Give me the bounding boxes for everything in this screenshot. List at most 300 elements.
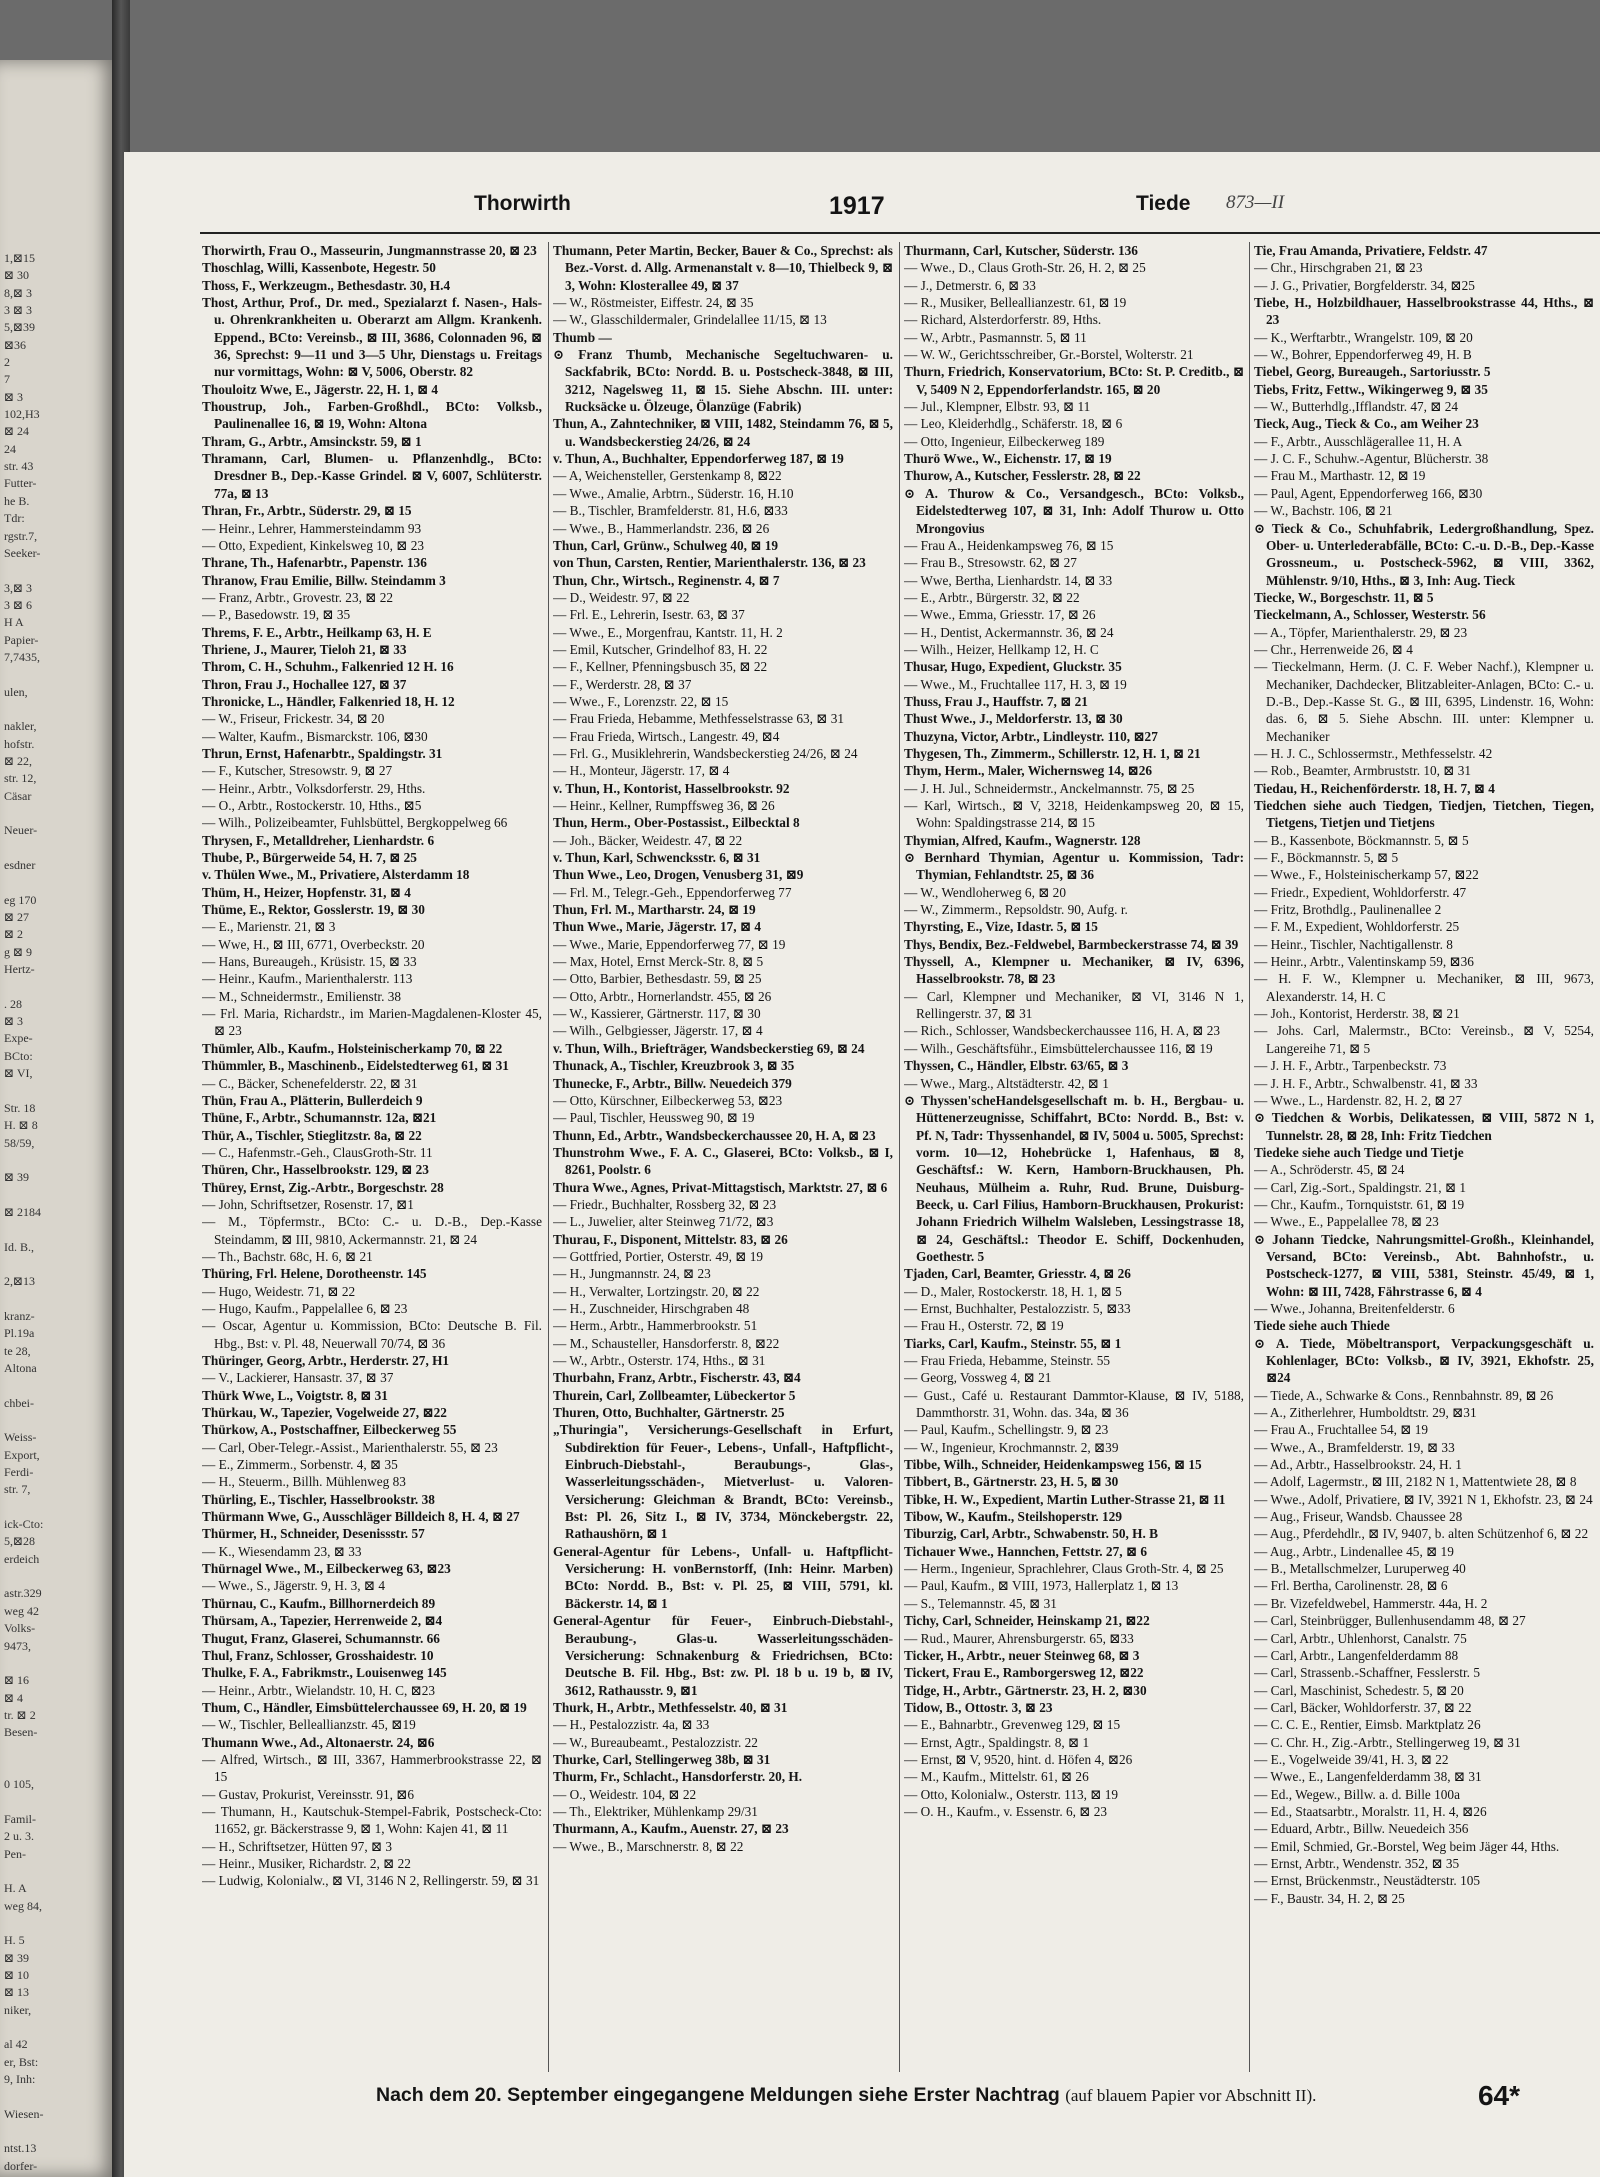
directory-entry: — Heinr., Musiker, Richardstr. 2, ⊠ 22 — [202, 1855, 411, 1871]
directory-entry: Thuss, Frau J., Hauffstr. 7, ⊠ 21 — [904, 693, 1088, 709]
previous-page-fragment: Id. B., — [4, 1239, 34, 1254]
previous-page-fragment: Besen- — [4, 1725, 38, 1740]
previous-page-fragment — [4, 666, 108, 683]
directory-entry: — Gust., Café u. Restaurant Dammtor-Klause, ⊠ IV, 5188, Dammthorstr. 31, Wohn. das. 34a, ⊠ 36 — [904, 1387, 1244, 1421]
previous-page-fragment — [4, 562, 108, 579]
previous-page-fragment: 9473, — [4, 1638, 31, 1653]
previous-page-fragment: 102,H3 — [4, 407, 40, 422]
directory-entry: — D., Weidestr. 97, ⊠ 22 — [553, 589, 690, 605]
previous-page-fragment — [4, 1915, 108, 1932]
directory-entry: — Friedr., Buchhalter, Rossberg 32, ⊠ 23 — [553, 1196, 777, 1212]
previous-page-fragment: Neuer- — [4, 823, 38, 838]
directory-entry: Thuzyna, Victor, Arbtr., Lindleystr. 110, ⊠27 — [904, 728, 1158, 744]
directory-entry: — W., Friseur, Frickestr. 34, ⊠ 20 — [202, 711, 385, 727]
previous-page-fragment — [4, 1863, 108, 1880]
previous-page-fragment: ick-Cto: — [4, 1517, 44, 1532]
directory-entry: — Wwe., L., Hardenstr. 82, H. 2, ⊠ 27 — [1254, 1092, 1463, 1108]
header-year: 1917 — [829, 192, 885, 220]
directory-entry: Thurein, Carl, Zollbeamter, Lübeckertor 5 — [553, 1387, 796, 1403]
previous-page-fragment — [4, 1152, 108, 1169]
directory-entry: — W., Wendloherweg 6, ⊠ 20 — [904, 884, 1066, 900]
directory-entry: — H., Zuschneider, Hirschgraben 48 — [553, 1300, 750, 1316]
directory-entry: — Richard, Alsterdorferstr. 89, Hths. — [904, 312, 1102, 328]
directory-entry: — Aug., Friseur, Wandsb. Chaussee 28 — [1254, 1509, 1463, 1525]
directory-entry: — H., Verwalter, Lortzingstr. 20, ⊠ 22 — [553, 1283, 760, 1299]
supplement-notice — [376, 2084, 1316, 2107]
directory-entry: — W., Arbtr., Osterstr. 174, Hths., ⊠ 31 — [553, 1353, 766, 1368]
directory-entry: — Wwe., Marg., Altstädterstr. 42, ⊠ 1 — [904, 1075, 1109, 1091]
directory-entry: von Thun, Carsten, Rentier, Marienthalerstr. 136, ⊠ 23 — [553, 555, 866, 571]
directory-entry: v. Thun, A., Buchhalter, Eppendorferweg 187, ⊠ 19 — [553, 451, 844, 467]
directory-entry: Thürsam, A., Tapezier, Herrenweide 2, ⊠4 — [202, 1613, 443, 1629]
directory-entry: — H., Schriftsetzer, Hütten 97, ⊠ 3 — [202, 1838, 393, 1854]
directory-entry: — C., Bäcker, Schenefelderstr. 22, ⊠ 31 — [202, 1075, 418, 1091]
previous-page-fragment — [4, 1187, 108, 1204]
directory-entry: — Heinr., Tischler, Nachtigallenstr. 8 — [1254, 936, 1453, 952]
directory-entry: — Wwe., Johanna, Breitenfelderstr. 6 — [1254, 1300, 1455, 1316]
previous-page-fragment: . 28 — [4, 996, 22, 1011]
directory-entry: — E., Arbtr., Bürgerstr. 32, ⊠ 22 — [904, 589, 1080, 605]
previous-page-fragment: chbei- — [4, 1395, 34, 1410]
previous-page-fragment — [4, 1221, 108, 1238]
directory-entry: — Ludwig, Kolonialw., ⊠ VI, 3146 N 2, Rellingerstr. 59, ⊠ 31 — [202, 1873, 540, 1889]
directory-entry: — Carl, Steinbrügger, Bullenhusendamm 48, ⊠ 27 — [1254, 1613, 1526, 1629]
directory-entry: — E., Bahnarbtr., Grevenweg 129, ⊠ 15 — [904, 1717, 1121, 1733]
directory-entry: — Herm., Ingenieur, Sprachlehrer, Claus Groth-Str. 4, ⊠ 25 — [904, 1561, 1224, 1577]
directory-entry: — W., Arbtr., Pasmannstr. 5, ⊠ 11 — [904, 329, 1087, 345]
directory-entry: — E., Vogelweide 39/41, H. 3, ⊠ 22 — [1254, 1751, 1449, 1767]
directory-entry: Thusar, Hugo, Expedient, Gluckstr. 35 — [904, 659, 1122, 675]
directory-entry: Tibke, H. W., Expedient, Martin Luther-Strasse 21, ⊠ 11 — [904, 1491, 1226, 1507]
column-divider — [899, 242, 900, 2072]
directory-entry: — E., Marienstr. 21, ⊠ 3 — [202, 919, 336, 935]
directory-entry: — Leo, Kleiderhdlg., Schäferstr. 18, ⊠ 6 — [904, 416, 1123, 432]
directory-entry: — Chr., Herrenweide 26, ⊠ 4 — [1254, 641, 1413, 657]
directory-entry: — Ad., Arbtr., Hasselbrookstr. 24, H. 1 — [1254, 1457, 1462, 1473]
directory-entry: ⊙ Tiedchen & Worbis, Delikatessen, ⊠ VIII, 5872 N 1, Tunnelstr. 28, ⊠ 28, Inh: Fritz Tiedchen — [1254, 1110, 1594, 1143]
directory-entry: Thüm, H., Heizer, Hopfenstr. 31, ⊠ 4 — [202, 884, 411, 900]
page-footer — [202, 2080, 1520, 2120]
directory-entry: Thost, Arthur, Prof., Dr. med., Spezialarzt f. Nasen-, Hals- u. Ohrenkrankheiten u. Oberarzt am Allgm. Krankenh. Eppend., BCto: Vereinsb., ⊠ III, 3686, Colonnaden 96, ⊠ 36, Sprechst: 9—11 und 3—5 Uhr, Dienstags u. Freitags nur vormittags, Wohn: ⊠ V, 5006, Oberstr. 82 — [202, 295, 542, 380]
directory-entry: — W., Bachstr. 106, ⊠ 21 — [1254, 503, 1393, 519]
directory-entry: Thumb — — [553, 329, 612, 345]
directory-entry: v. Thun, H., Kontorist, Hasselbrookstr. 92 — [553, 780, 790, 796]
previous-page-fragment: 58/59, — [4, 1135, 35, 1150]
directory-entry: Thron, Frau J., Hochallee 127, ⊠ 37 — [202, 676, 407, 692]
directory-entry: — J. H. F., Arbtr., Tarpenbeckstr. 73 — [1254, 1058, 1447, 1074]
previous-page-fragment: Futter- — [4, 476, 37, 491]
directory-entry: — A., Töpfer, Marienthalerstr. 29, ⊠ 23 — [1254, 624, 1468, 640]
column-divider — [1249, 242, 1250, 2072]
previous-page-fragment: ⊠ 2184 — [4, 1204, 42, 1219]
directory-entry: — Fritz, Brothdlg., Paulinenallee 2 — [1254, 902, 1442, 918]
directory-entry: Thouloitz Wwe, E., Jägerstr. 22, H. 1, ⊠ 4 — [202, 381, 439, 397]
previous-page-fragment: eg 170 — [4, 892, 37, 907]
directory-entry: Thümler, Alb., Kaufm., Holsteinischerkamp 70, ⊠ 22 — [202, 1040, 503, 1056]
previous-page-fragment: str. 7, — [4, 1482, 31, 1497]
previous-page-fragment: Tdr: — [4, 511, 25, 526]
directory-entry: — Wilh., Heizer, Hellkamp 12, H. C — [904, 641, 1099, 657]
directory-entry: Thuren, Otto, Buchhalter, Gärtnerstr. 25 — [553, 1405, 785, 1421]
directory-entry: Thube, P., Bürgerweide 54, H. 7, ⊠ 25 — [202, 850, 417, 866]
directory-entry: Thunack, A., Tischler, Kreuzbrook 3, ⊠ 35 — [553, 1058, 795, 1074]
directory-entry: Thyrsting, E., Vize, Idastr. 5, ⊠ 15 — [904, 919, 1098, 935]
directory-entry: Tiecke, W., Borgeschstr. 11, ⊠ 5 — [1254, 589, 1434, 605]
directory-entry: — Paul, Kaufm., ⊠ VIII, 1973, Hallerplatz 1, ⊠ 13 — [904, 1578, 1179, 1594]
directory-entry: Tichy, Carl, Schneider, Heinskamp 21, ⊠22 — [904, 1613, 1150, 1629]
directory-entry: Thün, Frau A., Plätterin, Bullerdeich 9 — [202, 1092, 423, 1108]
previous-page-fragment — [4, 1499, 108, 1516]
sheet-signature: 64* — [1477, 2080, 1520, 2111]
previous-page-fragment: 3 ⊠ 3 — [4, 303, 33, 318]
directory-entry: — Friedr., Expedient, Wohldorferstr. 47 — [1254, 884, 1467, 900]
directory-entry: — B., Metallschmelzer, Luruperweg 40 — [1254, 1561, 1466, 1577]
directory-entry: ⊙ A. Tiede, Möbeltransport, Verpackungsgeschäft u. Kohlenlager, BCto: Volksb., ⊠ IV, 3921, Ekhofstr. 25, ⊠24 — [1254, 1335, 1594, 1386]
directory-entry: Thunecke, F., Arbtr., Billw. Neuedeich 379 — [553, 1075, 792, 1091]
directory-entry: Thran, Fr., Arbtr., Süderstr. 29, ⊠ 15 — [202, 503, 412, 519]
directory-entry: — Carl, Zig.-Sort., Spaldingstr. 21, ⊠ 1 — [1254, 1179, 1467, 1195]
previous-page-fragment: str. 12, — [4, 771, 37, 786]
directory-entry: — Frl. Maria, Richardstr., im Marien-Magdalenen-Kloster 45, ⊠ 23 — [202, 1006, 542, 1039]
directory-entry: Thugut, Franz, Glaserei, Schumannstr. 66 — [202, 1630, 440, 1646]
directory-entry: — Carl, Arbtr., Uhlenhorst, Canalstr. 75 — [1254, 1630, 1467, 1646]
directory-entry: — A., Schröderstr. 45, ⊠ 24 — [1254, 1162, 1405, 1178]
previous-page-fragment: he B. — [4, 493, 30, 508]
previous-page-fragment: ⊠ 10 — [4, 1968, 30, 1983]
directory-entry: Tibbe, Wilh., Schneider, Heidenkampsweg 156, ⊠ 15 — [904, 1457, 1202, 1473]
previous-page-fragment: 24 — [4, 441, 16, 456]
directory-entry: — W., Kassierer, Gärtnerstr. 117, ⊠ 30 — [553, 1006, 761, 1022]
directory-entry: Thun, Herm., Ober-Postassist., Eilbecktal 8 — [553, 815, 800, 831]
directory-entry: — Th., Bachstr. 68c, H. 6, ⊠ 21 — [202, 1248, 373, 1264]
previous-page-fragment: Export, — [4, 1447, 40, 1462]
directory-entry: Thurn, Friedrich, Konservatorium, BCto: St. P. Creditb., ⊠ V, 5409 N 2, Eppendorferlandstr. 165, ⊠ 20 — [904, 364, 1244, 397]
directory-entry: — Alfred, Wirtsch., ⊠ III, 3367, Hammerbrookstrasse 22, ⊠ 15 — [202, 1751, 542, 1785]
directory-entry: — Paul, Agent, Eppendorferweg 166, ⊠30 — [1254, 485, 1483, 501]
directory-entry: — J. G., Privatier, Borgfelderstr. 34, ⊠25 — [1254, 277, 1475, 293]
directory-entry: — Oscar, Agentur u. Kommission, BCto: Deutsche B. Fil. Hbg., Bst: v. Pl. 48, Neuerwall 70/74, ⊠ 36 — [202, 1318, 542, 1351]
directory-entry: — Carl, Maschinist, Schedestr. 5, ⊠ 20 — [1254, 1682, 1464, 1698]
previous-page-fragment: erdeich — [4, 1551, 40, 1566]
previous-page-fragment: 0 105, — [4, 1777, 34, 1792]
previous-page-fragment: 3,⊠ 3 — [4, 580, 33, 595]
previous-page-fragment: str. 43 — [4, 459, 34, 474]
previous-page-fragment — [4, 1377, 108, 1394]
previous-page-fragment: Str. 18 — [4, 1100, 36, 1115]
directory-entry: Tieckelmann, A., Schlosser, Westerstr. 56 — [1254, 607, 1486, 623]
directory-entry: Thürnagel Wwe., M., Eilbeckerweg 63, ⊠23 — [202, 1561, 451, 1577]
directory-entry: Thürkow, A., Postschaffner, Eilbeckerweg 55 — [202, 1422, 457, 1438]
directory-entry: Thrun, Ernst, Hafenarbtr., Spaldingstr. 31 — [202, 745, 443, 761]
previous-page-fragment: ⊠ 13 — [4, 1985, 30, 2000]
directory-column-1 — [202, 242, 542, 2072]
previous-page-fragment: Hertz- — [4, 962, 35, 977]
directory-entry: Thüren, Chr., Hasselbrookstr. 129, ⊠ 23 — [202, 1162, 429, 1178]
directory-entry: — J. C. F., Schuhw.-Agentur, Blücherstr. 38 — [1254, 451, 1489, 467]
directory-entry: — Paul, Tischler, Heussweg 90, ⊠ 19 — [553, 1110, 755, 1126]
directory-entry: — Otto, Kolonialw., Osterstr. 113, ⊠ 19 — [904, 1786, 1119, 1802]
directory-entry: Tie, Frau Amanda, Privatiere, Feldstr. 47 — [1254, 243, 1488, 258]
directory-entry: — Br. Vizefeldwebel, Hammerstr. 44a, H. 2 — [1254, 1595, 1488, 1611]
directory-entry: — Joh., Bäcker, Weidestr. 47, ⊠ 22 — [553, 832, 743, 848]
previous-page-fragment: Ferdi- — [4, 1465, 34, 1480]
previous-page-fragment: g ⊠ 9 — [4, 944, 33, 959]
directory-entry: — Karl, Wirtsch., ⊠ V, 3218, Heidenkampsweg 20, ⊠ 15, Wohn: Spaldingstrasse 214, ⊠ 15 — [904, 798, 1244, 831]
previous-page-fragment: H A — [4, 615, 24, 630]
previous-page-fragment — [4, 1655, 108, 1672]
directory-entry: — Georg, Vossweg 4, ⊠ 21 — [904, 1370, 1052, 1386]
directory-entry: — H., Steuerm., Billh. Mühlenweg 83 — [202, 1474, 406, 1490]
previous-page-fragment: ⊠36 — [4, 337, 27, 352]
directory-entry: — K., Wiesendamm 23, ⊠ 33 — [202, 1543, 362, 1559]
directory-entry: — J. H. Jul., Schneidermstr., Anckelmannstr. 75, ⊠ 25 — [904, 780, 1195, 796]
supplement-notice-text: Nach dem 20. September eingegangene Meldungen siehe Erster Nachtrag — [376, 2084, 1060, 2106]
directory-entry: Thun, Frl. M., Martharstr. 24, ⊠ 19 — [553, 902, 756, 918]
directory-entry: — Otto, Barbier, Bethesdastr. 59, ⊠ 25 — [553, 971, 762, 987]
directory-entry: — E., Zimmerm., Sorbenstr. 4, ⊠ 35 — [202, 1457, 398, 1473]
previous-page-fragment: niker, — [4, 2002, 32, 2017]
directory-entry: — W., Röstmeister, Eiffestr. 24, ⊠ 35 — [553, 295, 754, 311]
previous-page-fragment — [4, 1083, 108, 1100]
directory-entry: Thurow, A., Kutscher, Fesslerstr. 28, ⊠ 22 — [904, 468, 1141, 484]
previous-page-fragment: Seeker- — [4, 545, 41, 560]
directory-entry: — Frau M., Marthastr. 12, ⊠ 19 — [1254, 468, 1426, 484]
previous-page-fragment: 7,7435, — [4, 649, 40, 664]
directory-entry: — Carl, Arbtr., Langenfelderdamm 88 — [1254, 1647, 1459, 1663]
directory-entry: Tjaden, Carl, Beamter, Griesstr. 4, ⊠ 26 — [904, 1266, 1131, 1282]
directory-entry: Tibbert, B., Gärtnerstr. 23, H. 5, ⊠ 30 — [904, 1474, 1119, 1490]
supplement-notice-suffix: (auf blauem Papier vor Abschnitt II). — [1065, 2086, 1317, 2105]
directory-entry: General-Agentur für Feuer-, Einbruch-Diebstahl-, Beraubung-, Glas-u. Wasserleitungsschäden-Versicherung: Schnakenburg & Friedrichsen, BCto: Deutsche B. Fil. Hbg., Bst: zw. Pl. 18 b u. 19 b, ⊠ IV, 3612, Rathausstr. 9, ⊠1 — [553, 1613, 893, 1698]
directory-entry: — Wwe., M., Fruchtallee 117, H. 3, ⊠ 19 — [904, 676, 1127, 692]
directory-entry: — Ed., Wegew., Billw. a. d. Bille 100a — [1254, 1786, 1460, 1802]
previous-page-fragment — [4, 1759, 108, 1776]
directory-entry: Thurm, Fr., Schlacht., Hansdorferstr. 20, H. — [553, 1769, 803, 1785]
directory-entry: Thust Wwe., J., Meldorferstr. 13, ⊠ 30 — [904, 711, 1123, 727]
previous-page-fragment: rgstr.7, — [4, 528, 38, 543]
previous-page-fragment — [4, 1568, 108, 1585]
directory-entry: — O., Arbtr., Rostockerstr. 10, Hths., ⊠5 — [202, 798, 422, 813]
directory-entry: Tiede siehe auch Thiede — [1254, 1318, 1390, 1334]
directory-entry: — Th., Elektriker, Mühlenkamp 29/31 — [553, 1803, 758, 1819]
directory-entry: — Wwe., Emma, Griesstr. 17, ⊠ 26 — [904, 607, 1096, 623]
previous-page-fragment: 2,⊠13 — [4, 1274, 36, 1289]
directory-entry: — Wwe., E., Morgenfrau, Kantstr. 11, H. 2 — [553, 624, 783, 640]
directory-entry: — Wwe., F., Holsteinischerkamp 57, ⊠22 — [1254, 867, 1479, 883]
directory-entry: — Adolf, Lagermstr., ⊠ III, 2182 N 1, Mattentwiete 28, ⊠ 8 — [1254, 1474, 1577, 1490]
directory-page — [124, 152, 1600, 2177]
directory-entry: Thun, Carl, Grünw., Schulweg 40, ⊠ 19 — [553, 537, 779, 553]
directory-entry: — Paul, Kaufm., Schellingstr. 9, ⊠ 23 — [904, 1422, 1109, 1438]
directory-entry: v. Thülen Wwe., M., Privatiere, Alsterdamm 18 — [202, 867, 470, 883]
directory-entry: — W., Glasschildermaler, Grindelallee 11/15, ⊠ 13 — [553, 312, 827, 328]
directory-entry: — Heinr., Arbtr., Wielandstr. 10, H. C, ⊠23 — [202, 1682, 436, 1698]
previous-page-fragment — [4, 1256, 108, 1273]
previous-page-fragment: ⊠ 24 — [4, 424, 30, 439]
directory-entry: — Frl. E., Lehrerin, Isestr. 63, ⊠ 37 — [553, 607, 745, 623]
directory-entry: — A., Zitherlehrer, Humboldtstr. 29, ⊠31 — [1254, 1405, 1477, 1421]
directory-entry: — Emil, Schmied, Gr.-Borstel, Weg beim Jäger 44, Hths. — [1254, 1838, 1560, 1854]
directory-entry: Thrysen, F., Metalldreher, Lienhardstr. 6 — [202, 832, 435, 848]
directory-entry: — C., Hafenmstr.-Geh., ClausGroth-Str. 11 — [202, 1144, 433, 1160]
previous-page-fragment: hofstr. — [4, 736, 35, 751]
directory-entry: Thoustrup, Joh., Farben-Großhdl., BCto: Volksb., Paulinenallee 16, ⊠ 19, Wohn: Altona — [202, 399, 542, 432]
directory-entry: — Max, Hotel, Ernst Merck-Str. 8, ⊠ 5 — [553, 954, 764, 970]
previous-page-fragment: BCto: — [4, 1048, 33, 1063]
directory-entry: Tichauer Wwe., Hannchen, Fettstr. 27, ⊠ 6 — [904, 1543, 1147, 1559]
previous-page-fragment: 5,⊠39 — [4, 320, 36, 335]
directory-entry: Throm, C. H., Schuhm., Falkenried 12 H. 16 — [202, 659, 454, 675]
previous-page-fragment: 3 ⊠ 6 — [4, 597, 33, 612]
directory-entry: — J., Detmerstr. 6, ⊠ 33 — [904, 277, 1036, 293]
directory-entry: — F., Arbtr., Ausschlägerallee 11, H. A — [1254, 433, 1463, 449]
directory-entry: — W., Bohrer, Eppendorferweg 49, H. B — [1254, 347, 1472, 363]
directory-entry: — Wwe, H., ⊠ III, 6771, Overbeckstr. 20 — [202, 936, 425, 952]
directory-entry: — Carl, Bäcker, Wohldorferstr. 37, ⊠ 22 — [1254, 1699, 1472, 1715]
directory-entry: Tidow, B., Ottostr. 3, ⊠ 23 — [904, 1699, 1053, 1715]
directory-entry: — Thumann, H., Kautschuk-Stempel-Fabrik, Postscheck-Cto: 11652, gr. Bäckerstrasse 9, ⊠ 1, Wohn: Kajen 41, ⊠ 11 — [202, 1803, 542, 1837]
previous-page-fragment: 1,⊠15 — [4, 251, 36, 265]
directory-entry: Thyssell, A., Klempner u. Mechaniker, ⊠ IV, 6396, Hasselbrookstr. 78, ⊠ 23 — [904, 954, 1244, 987]
directory-entry: — Wwe, Bertha, Lienhardstr. 14, ⊠ 33 — [904, 572, 1113, 588]
directory-entry: — Hugo, Kaufm., Pappelallee 6, ⊠ 23 — [202, 1300, 408, 1316]
directory-entry: Thym, Herm., Maler, Wichernsweg 14, ⊠26 — [904, 763, 1152, 779]
directory-entry: Tiedau, H., Reichenförderstr. 18, H. 7, ⊠ 4 — [1254, 780, 1495, 796]
directory-entry: Thun, Chr., Wirtsch., Reginenstr. 4, ⊠ 7 — [553, 572, 780, 588]
directory-entry: — Frau Frieda, Hebamme, Methfesselstrasse 63, ⊠ 31 — [553, 711, 845, 727]
directory-column-4 — [1254, 242, 1594, 2072]
directory-entry: — Wwe., A., Bramfelderstr. 19, ⊠ 33 — [1254, 1439, 1455, 1455]
directory-entry: Tieck, Aug., Tieck & Co., am Weiher 23 — [1254, 416, 1479, 432]
directory-columns — [202, 242, 1600, 2082]
directory-entry: — P., Basedowstr. 19, ⊠ 35 — [202, 607, 351, 623]
directory-entry: — Chr., Kaufm., Tornquiststr. 61, ⊠ 19 — [1254, 1196, 1465, 1212]
directory-entry: Thulke, F. A., Fabrikmstr., Louisenweg 145 — [202, 1665, 447, 1681]
directory-entry: — W., Zimmerm., Repsoldstr. 90, Aufg. r. — [904, 902, 1128, 918]
directory-entry: — Tieckelmann, Herm. (J. C. F. Weber Nachf.), Klempner u. Mechaniker, Dachdecker, Blitzableiter-Anlagen, BCto: C.- u. D.-B., Dep.-Kasse St. G., ⊠ III, 6395, Lindenstr. 16, Wohn: das. 6, ⊠ 5. Siehe Abschn. III. unter: Klempner u. Mechaniker — [1254, 659, 1594, 744]
directory-entry: General-Agentur für Lebens-, Unfall- u. Haftpflicht-Versicherung: H. vonBernstorff, (Inh: Heinr. Marben) BCto: Nordd. B., Bst: v. Pl. 25, ⊠ VIII, 5791, kl. Bäckerstr. 14, ⊠ 1 — [553, 1543, 893, 1611]
directory-entry: Thumann Wwe., Ad., Altonaerstr. 24, ⊠6 — [202, 1734, 435, 1750]
directory-entry: — Wwe., Amalie, Arbtrn., Süderstr. 16, H.10 — [553, 485, 794, 501]
directory-entry: — Frau H., Osterstr. 72, ⊠ 19 — [904, 1318, 1064, 1334]
previous-page-fragment: Pl.19a — [4, 1326, 35, 1341]
previous-page-fragment: al 42 — [4, 2037, 28, 2052]
directory-entry: — Frau A., Fruchtallee 54, ⊠ 19 — [1254, 1422, 1429, 1438]
directory-entry: — W., Bureaubeamt., Pestalozzistr. 22 — [553, 1734, 758, 1750]
previous-page-fragment: ⊠ 39 — [4, 1170, 30, 1185]
directory-entry: Thürmann Wwe, G., Ausschläger Billdeich 8, H. 4, ⊠ 27 — [202, 1509, 520, 1525]
directory-entry: Thram, G., Arbtr., Amsinckstr. 59, ⊠ 1 — [202, 433, 422, 449]
previous-page-fragment: ⊠ 16 — [4, 1673, 30, 1688]
directory-entry: — Rich., Schlosser, Wandsbeckerchaussee 116, H. A, ⊠ 23 — [904, 1023, 1221, 1039]
directory-entry: — Frau A., Heidenkampsweg 76, ⊠ 15 — [904, 537, 1114, 553]
previous-page-fragment — [4, 2088, 108, 2105]
directory-entry: — F., Böckmannstr. 5, ⊠ 5 — [1254, 850, 1399, 866]
previous-page-fragment: Altona — [4, 1361, 37, 1375]
previous-page-fragment: ⊠ 27 — [4, 910, 30, 925]
previous-page-fragment — [4, 840, 108, 857]
previous-page-fragment: er, Bst: — [4, 2054, 39, 2069]
directory-entry: Tibow, W., Kaufm., Steilshoperstr. 129 — [904, 1509, 1122, 1525]
directory-entry: Thürling, E., Tischler, Hasselbrookstr. 38 — [202, 1491, 435, 1507]
directory-entry: Thüne, F., Arbtr., Schumannstr. 12a, ⊠21 — [202, 1110, 437, 1126]
directory-entry: — Hans, Bureaugeh., Krüsistr. 15, ⊠ 33 — [202, 954, 417, 970]
directory-entry: — Heinr., Kaufm., Marienthalerstr. 113 — [202, 971, 413, 987]
directory-entry: — O., Weidestr. 104, ⊠ 22 — [553, 1786, 697, 1802]
directory-entry: ⊙ Franz Thumb, Mechanische Segeltuchwaren- u. Sackfabrik, BCto: Nordd. B. u. Postscheck-3848, ⊠ III, 3212, Nagelsweg 11, ⊠ 15. Siehe Abschn. III. unter: Rucksäcke u. Ölzeuge, Ölanzüge (Fabrik) — [553, 347, 893, 415]
previous-page-fragment: te 28, — [4, 1343, 31, 1358]
directory-entry: — Wwe., B., Hammerlandstr. 236, ⊠ 26 — [553, 520, 770, 536]
directory-entry: Thurbahn, Franz, Arbtr., Fischerstr. 43, ⊠4 — [553, 1370, 801, 1386]
directory-entry: — M., Töpfermstr., BCto: C.- u. D.-B., Dep.-Kasse Steindamm, ⊠ III, 9810, Ackermannstr. 21, ⊠ 24 — [202, 1214, 542, 1247]
directory-entry: Thurke, Carl, Stellingerweg 38b, ⊠ 31 — [553, 1751, 771, 1767]
previous-page-fragment: nakler, — [4, 719, 37, 734]
previous-page-edge — [0, 60, 118, 2177]
header-last-entry: Tiede — [1136, 192, 1191, 215]
directory-entry: Thronicke, L., Händler, Falkenried 18, H. 12 — [202, 693, 455, 709]
directory-entry: — Frau Frieda, Wirtsch., Langestr. 49, ⊠4 — [553, 728, 780, 744]
directory-entry: — Rob., Beamter, Armbruststr. 10, ⊠ 31 — [1254, 763, 1472, 779]
previous-page-fragment: 7 — [4, 372, 10, 387]
directory-entry: — Ernst, Buchhalter, Pestalozzistr. 5, ⊠33 — [904, 1300, 1131, 1316]
directory-entry: — R., Musiker, Belleallianzestr. 61, ⊠ 19 — [904, 295, 1127, 311]
directory-entry: — F., Kellner, Pfenningsbusch 35, ⊠ 22 — [553, 659, 768, 675]
previous-page-fragment: 2 u. 3. — [4, 1829, 34, 1844]
directory-entry: — Frl. M., Telegr.-Geh., Eppendorferweg 77 — [553, 884, 792, 900]
previous-page-fragment: 9, Inh: — [4, 2072, 36, 2087]
directory-entry: — Gustav, Prokurist, Vereinsstr. 91, ⊠6 — [202, 1786, 415, 1802]
directory-entry: Thun, A., Zahntechniker, ⊠ VIII, 1482, Steindamm 76, ⊠ 5, u. Wandsbeckerstieg 24/26, ⊠ 24 — [553, 416, 893, 449]
directory-entry: Thür, A., Tischler, Stieglitzstr. 8a, ⊠ 22 — [202, 1127, 422, 1143]
directory-entry: — Frau B., Stresowstr. 62, ⊠ 27 — [904, 555, 1077, 571]
directory-entry: — A, Weichensteller, Gerstenkamp 8, ⊠22 — [553, 468, 782, 484]
previous-page-fragment — [4, 874, 108, 891]
directory-entry: — Wwe., E., Pappelallee 78, ⊠ 23 — [1254, 1214, 1439, 1230]
previous-page-fragment: Weiss- — [4, 1430, 37, 1445]
directory-entry: Thürnau, C., Kaufm., Billhornerdeich 89 — [202, 1595, 436, 1611]
directory-entry: — H., Pestalozzistr. 4a, ⊠ 33 — [553, 1717, 710, 1733]
previous-page-fragment: tr. ⊠ 2 — [4, 1707, 36, 1722]
directory-entry: — Hugo, Weidestr. 71, ⊠ 22 — [202, 1283, 356, 1299]
directory-entry: — Ernst, Arbtr., Wendenstr. 352, ⊠ 35 — [1254, 1855, 1460, 1871]
directory-entry: — D., Maler, Rostockerstr. 18, H. 1, ⊠ 5 — [904, 1283, 1122, 1299]
directory-entry: — Heinr., Arbtr., Valentinskamp 59, ⊠36 — [1254, 954, 1474, 970]
previous-page-fragment: kranz- — [4, 1308, 35, 1323]
previous-page-fragment: Cäsar — [4, 788, 32, 803]
previous-page-fragment: ⊠ 4 — [4, 1690, 24, 1705]
directory-entry: Thun Wwe., Leo, Drogen, Venusberg 31, ⊠9 — [553, 867, 804, 883]
directory-entry: — Aug., Pferdehdlr., ⊠ IV, 9407, b. alten Schützenhof 6, ⊠ 22 — [1254, 1526, 1589, 1542]
directory-entry: Thüring, Frl. Helene, Dorotheenstr. 145 — [202, 1266, 427, 1282]
directory-entry: — Wwe., Adolf, Privatiere, ⊠ IV, 3921 N 1, Ekhofstr. 23, ⊠ 24 — [1254, 1491, 1593, 1507]
directory-entry: — L., Juwelier, alter Steinweg 71/72, ⊠3 — [553, 1214, 774, 1230]
directory-entry: — B., Kassenbote, Böckmannstr. 5, ⊠ 5 — [1254, 832, 1469, 848]
directory-entry: — Otto, Kürschner, Eilbeckerweg 53, ⊠23 — [553, 1092, 783, 1108]
previous-page-fragment: ⊠ 30 — [4, 268, 30, 283]
directory-entry: — Heinr., Lehrer, Hammersteindamm 93 — [202, 520, 422, 536]
previous-page-fragment: ulen, — [4, 684, 28, 699]
previous-page-fragment: 5,⊠28 — [4, 1534, 36, 1549]
previous-page-fragment: 8,⊠ 3 — [4, 285, 33, 300]
directory-entry: Thüme, E., Rektor, Gosslerstr. 19, ⊠ 30 — [202, 902, 425, 918]
directory-entry: Thurmann, Carl, Kutscher, Süderstr. 136 — [904, 243, 1138, 258]
directory-entry: — Walter, Kaufm., Bismarckstr. 106, ⊠30 — [202, 728, 428, 744]
directory-entry: — Carl, Ober-Telegr.-Assist., Marienthalerstr. 55, ⊠ 23 — [202, 1439, 498, 1455]
directory-column-2 — [553, 242, 893, 2072]
directory-entry: — W., Butterhdlg.,Ifflandstr. 47, ⊠ 24 — [1254, 399, 1459, 415]
directory-entry: Tiebel, Georg, Bureaugeh., Sartoriusstr. 5 — [1254, 364, 1491, 380]
directory-entry: v. Thun, Wilh., Briefträger, Wandsbeckerstieg 69, ⊠ 24 — [553, 1040, 865, 1056]
